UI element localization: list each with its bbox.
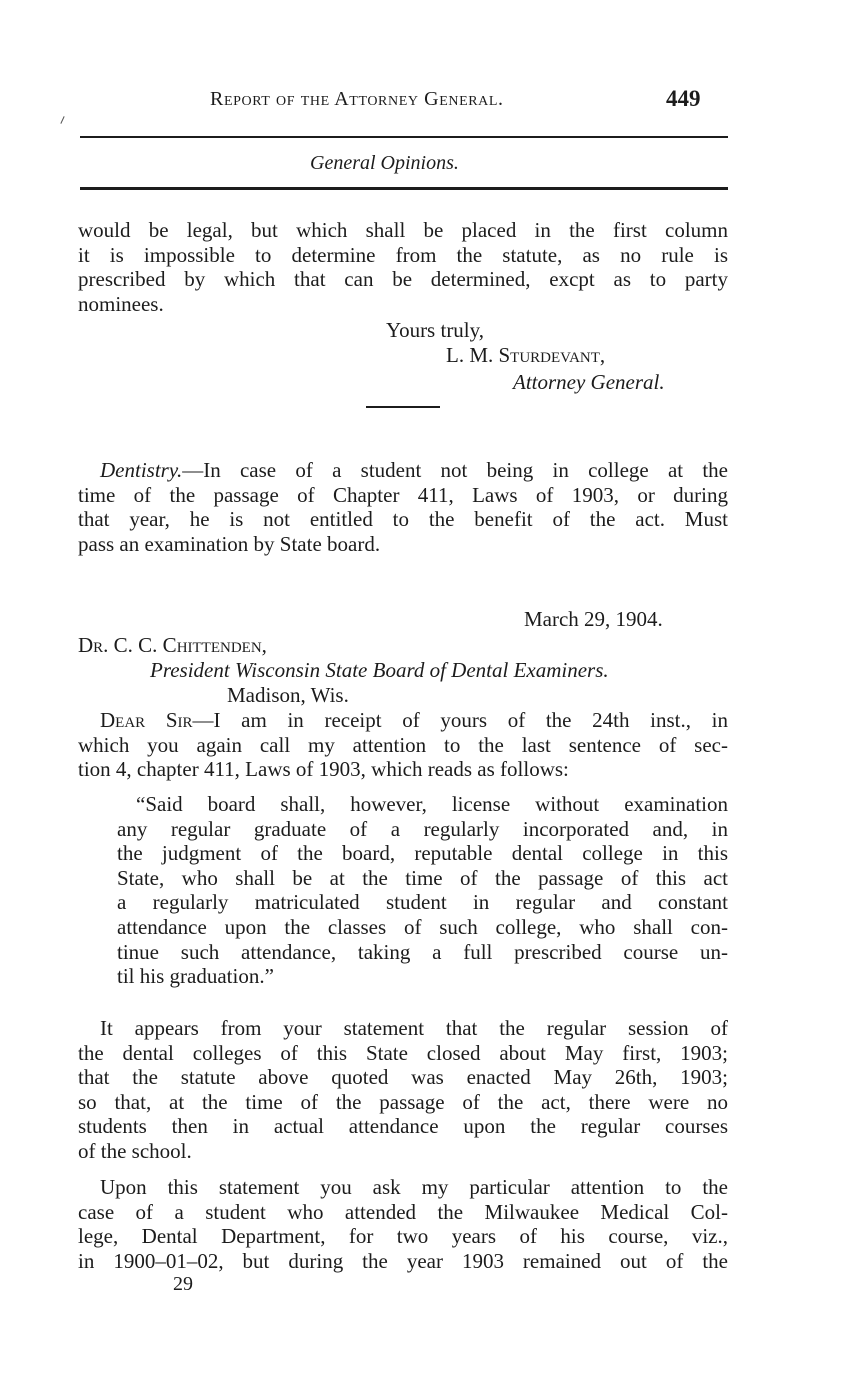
text-line: the judgment of the board, reputable dental college in this xyxy=(117,841,728,866)
text-line: nominees. xyxy=(78,291,164,316)
statute-quote xyxy=(117,792,728,989)
text-line: til his graduation.” xyxy=(117,964,274,989)
syllabus-paragraph xyxy=(78,458,728,556)
text-line: attendance upon the classes of such college, who shall con- xyxy=(117,914,728,939)
text-span: —In case of a student not being in college at the xyxy=(182,458,728,482)
paragraph-session-dates xyxy=(78,1016,728,1164)
signature-mark: 29 xyxy=(173,1273,193,1295)
text-line: that year, he is not entitled to the benefit of the act. Must xyxy=(78,507,728,532)
letter-intro xyxy=(78,708,728,782)
text-line: the dental colleges of this State closed about May first, 1903; xyxy=(78,1040,728,1065)
syllabus-line-1 xyxy=(78,458,728,483)
text-line: State, who shall be at the time of the passage of this act xyxy=(117,865,728,890)
text-span: —I am in receipt of yours of the 24th inst., in xyxy=(192,708,728,732)
page-number: 449 xyxy=(666,86,701,111)
signature-title: Attorney General. xyxy=(513,370,665,394)
text-line: “Said board shall, however, license without examination xyxy=(136,792,728,816)
running-header-title: Report of the Attorney General. xyxy=(210,88,504,110)
header-rule-top xyxy=(80,136,728,138)
text-line: a regularly matriculated student in regular and constant xyxy=(117,890,728,915)
section-title: General Opinions. xyxy=(310,152,459,174)
text-line: tion 4, chapter 411, Laws of 1903, which reads as follows: xyxy=(78,757,569,782)
text-line: time of the passage of Chapter 411, Laws of 1903, or during xyxy=(78,482,728,507)
section-divider xyxy=(366,406,440,408)
text-line: lege, Dental Department, for two years of his course, viz., xyxy=(78,1224,728,1249)
text-line: would be legal, but which shall be placed in the first column xyxy=(78,218,728,242)
text-line: case of a student who attended the Milwaukee Medical Col- xyxy=(78,1199,728,1224)
syllabus-topic: Dentistry. xyxy=(100,458,183,482)
recipient-title: President Wisconsin State Board of Dental Examiners. xyxy=(150,658,609,682)
text-line: prescribed by which that can be determined, excpt as to party xyxy=(78,267,728,292)
stray-mark xyxy=(60,116,64,124)
text-line: It appears from your statement that the regular session of xyxy=(100,1016,728,1040)
text-line: Upon this statement you ask my particular attention to the xyxy=(100,1175,728,1199)
recipient-city: Madison, Wis. xyxy=(227,683,349,707)
text-line: so that, at the time of the passage of the act, there were no xyxy=(78,1089,728,1114)
text-line: in 1900–01–02, but during the year 1903 remained out of the xyxy=(78,1248,728,1273)
text-line: it is impossible to determine from the statute, as no rule is xyxy=(78,242,728,267)
text-line: students then in actual attendance upon the regular courses xyxy=(78,1114,728,1139)
text-line: pass an examination by State board. xyxy=(78,531,381,556)
text-line: tinue such attendance, taking a full prescribed course un- xyxy=(117,939,728,964)
salutation-line xyxy=(78,708,728,733)
paragraph-student-case xyxy=(78,1175,728,1273)
text-line: that the statute above quoted was enacted May 26th, 1903; xyxy=(78,1065,728,1090)
signature-closing: Yours truly, xyxy=(386,318,485,342)
text-line: of the school. xyxy=(78,1138,192,1163)
opening-paragraph xyxy=(78,218,728,316)
header-rule-bottom xyxy=(80,187,728,190)
text-line: which you again call my attention to the last sentence of sec- xyxy=(78,732,728,757)
letter-date: March 29, 1904. xyxy=(524,607,663,631)
signature-name: L. M. Sturdevant, xyxy=(446,343,606,367)
recipient-name: Dr. C. C. Chittenden, xyxy=(78,633,267,657)
text-line: any regular graduate of a regularly incorporated and, in xyxy=(117,816,728,841)
salutation: Dear Sir xyxy=(100,708,193,732)
